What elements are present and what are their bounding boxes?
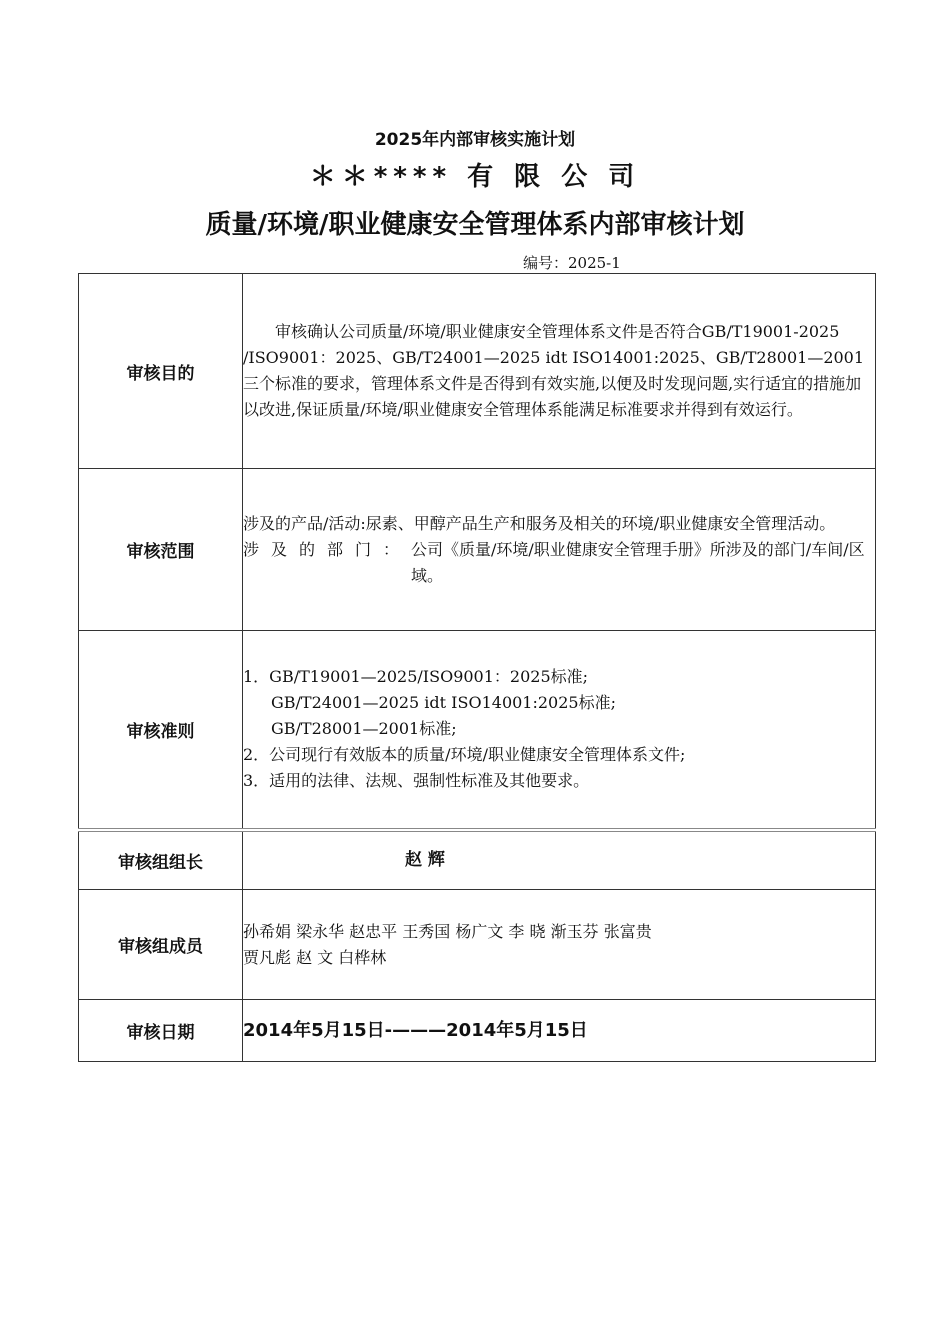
members-line: 贾凡彪 赵 文 白桦林 <box>243 947 387 967</box>
purpose-label: 审核目的 <box>79 274 243 469</box>
audit-plan-table <box>78 273 876 1062</box>
criteria-line: GB/T28001—2001标准; <box>271 719 457 739</box>
members-label: 审核组成员 <box>79 890 243 1000</box>
plan-title: 2025年内部审核实施计划 <box>374 130 576 150</box>
date-row <box>79 1000 876 1062</box>
leader-label: 审核组组长 <box>79 830 243 890</box>
criteria-line: 2．公司现行有效版本的质量/环境/职业健康安全管理体系文件; <box>243 745 686 765</box>
criteria-row <box>79 631 876 830</box>
members-row <box>79 890 876 1000</box>
purpose-row <box>79 274 876 469</box>
scope-departments-key: 涉及的部门： <box>243 539 412 559</box>
scope-departments-value: 公司《质量/环境/职业健康安全管理手册》所涉及的部门/车间/区域。 <box>411 539 865 585</box>
leader-row <box>79 830 876 890</box>
audit-date: 2014年5月15日-———2014年5月15日 <box>243 1019 588 1041</box>
criteria-line: 1．GB/T19001—2025/ISO9001：2025标准; <box>243 667 589 687</box>
date-label: 审核日期 <box>79 1000 243 1062</box>
criteria-line: GB/T24001—2025 idt ISO14001:2025标准; <box>271 693 616 713</box>
leader-name: 赵 辉 <box>405 850 445 871</box>
scope-departments <box>243 537 875 589</box>
criteria-line: 3．适用的法律、法规、强制性标准及其他要求。 <box>243 771 590 791</box>
purpose-text: 审核确认公司质量/环境/职业健康安全管理体系文件是否符合GB/T19001-2025 /ISO9001：2025、GB/T24001—2025 idt ISO14001:2025、GB/T28001—2001三个标准的要求，管理体系文件是否得到有效实施,以便及时发现问题,实行适宜的措施加以改进,保证质量/环境/职业健康安全管理体系能满足标准要求并得到有效运行。 <box>243 322 865 419</box>
scope-label: 审核范围 <box>79 469 243 631</box>
document-title: 质量/环境/职业健康安全管理体系内部审核计划 <box>205 210 745 240</box>
document-number: 编号：2025-1 <box>523 254 621 272</box>
criteria-label: 审核准则 <box>79 631 243 830</box>
scope-products-value: 尿素、甲醇产品生产和服务及相关的环境/职业健康安全管理活动。 <box>365 513 836 533</box>
members-line: 孙希娟 梁永华 赵忠平 王秀国 杨广文 李 晓 渐玉芬 张富贵 <box>243 921 652 941</box>
scope-products-key: 涉及的产品/活动: <box>243 513 366 533</box>
scope-row <box>79 469 876 631</box>
scope-products <box>243 511 875 537</box>
company-name: ＊＊**** 有 限 公 司 <box>309 162 641 192</box>
